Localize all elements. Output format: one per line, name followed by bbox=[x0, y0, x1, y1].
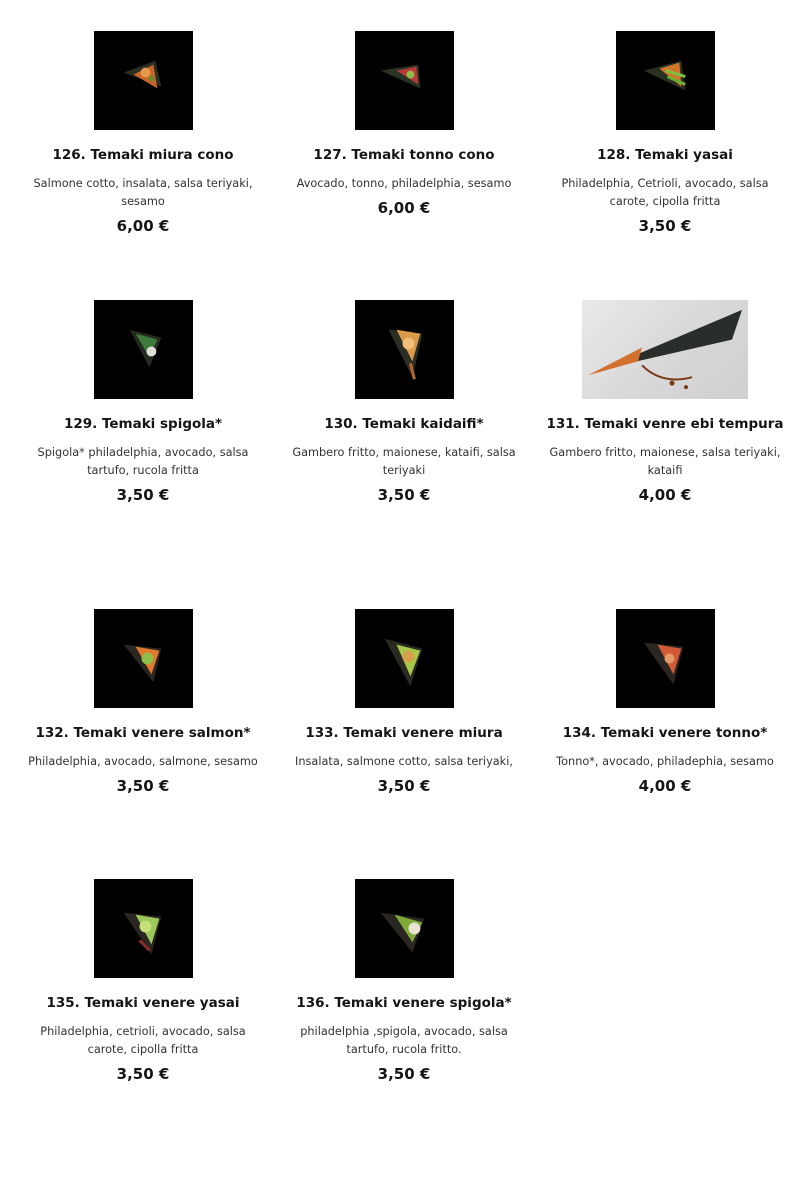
temaki-venere-salmon-photo[interactable] bbox=[94, 609, 193, 708]
item-title[interactable]: 130. Temaki kaidaifi* bbox=[324, 416, 484, 432]
item-title[interactable]: 128. Temaki yasai bbox=[597, 147, 733, 163]
item-description: Philadelphia, avocado, salmone, sesamo bbox=[28, 755, 258, 768]
item-title[interactable]: 135. Temaki venere yasai bbox=[46, 995, 240, 1011]
menu-item-130 bbox=[273, 300, 535, 504]
menu-item-132 bbox=[12, 609, 274, 795]
temaki-kataifi-photo[interactable] bbox=[355, 300, 454, 399]
item-price: 3,50 € bbox=[116, 486, 170, 504]
item-price: 4,00 € bbox=[638, 486, 692, 504]
item-price: 6,00 € bbox=[116, 217, 170, 235]
temaki-venere-yasai-photo[interactable] bbox=[94, 879, 193, 978]
menu-item-135 bbox=[12, 879, 274, 1083]
item-price: 3,50 € bbox=[116, 1065, 170, 1083]
item-title[interactable]: 136. Temaki venere spigola* bbox=[296, 995, 512, 1011]
menu-item-127 bbox=[273, 31, 535, 217]
item-description: Gambero fritto, maionese, kataifi, salsa teriyaki bbox=[292, 446, 516, 477]
item-title[interactable]: 127. Temaki tonno cono bbox=[313, 147, 495, 163]
temaki-salmon-cooked-photo[interactable] bbox=[94, 31, 193, 130]
item-title[interactable]: 126. Temaki miura cono bbox=[52, 147, 234, 163]
item-description: Philadelphia, Cetrioli, avocado, salsa carote, cipolla fritta bbox=[561, 177, 769, 208]
item-title[interactable]: 134. Temaki venere tonno* bbox=[562, 725, 768, 741]
temaki-vegetable-photo[interactable] bbox=[616, 31, 715, 130]
item-price: 6,00 € bbox=[377, 199, 431, 217]
menu-item-134 bbox=[534, 609, 796, 795]
item-description: Gambero fritto, maionese, salsa teriyaki, kataifi bbox=[549, 446, 781, 477]
menu-item-131 bbox=[534, 300, 796, 504]
temaki-ebi-tempura-photo[interactable] bbox=[582, 300, 748, 399]
menu-item-128 bbox=[534, 31, 796, 235]
item-price: 3,50 € bbox=[638, 217, 692, 235]
item-price: 3,50 € bbox=[377, 777, 431, 795]
item-description: Philadelphia, cetrioli, avocado, salsa carote, cipolla fritta bbox=[40, 1025, 246, 1056]
menu-item-136 bbox=[273, 879, 535, 1083]
item-title[interactable]: 129. Temaki spigola* bbox=[63, 416, 223, 432]
item-description: Avocado, tonno, philadelphia, sesamo bbox=[296, 177, 512, 190]
item-price: 3,50 € bbox=[377, 1065, 431, 1083]
item-description: Salmone cotto, insalata, salsa teriyaki, sesamo bbox=[33, 177, 253, 208]
item-title[interactable]: 132. Temaki venere salmon* bbox=[35, 725, 251, 741]
temaki-seabass-photo[interactable] bbox=[94, 300, 193, 399]
item-description: Insalata, salmone cotto, salsa teriyaki, bbox=[295, 755, 513, 768]
item-description: Tonno*, avocado, philadephia, sesamo bbox=[556, 755, 774, 768]
item-description: Spigola* philadelphia, avocado, salsa tartufo, rucola fritta bbox=[37, 446, 249, 477]
temaki-tuna-photo[interactable] bbox=[355, 31, 454, 130]
item-title[interactable]: 133. Temaki venere miura bbox=[305, 725, 503, 741]
item-price: 3,50 € bbox=[116, 777, 170, 795]
menu-item-133 bbox=[273, 609, 535, 795]
item-title[interactable]: 131. Temaki venre ebi tempura bbox=[546, 416, 784, 432]
temaki-venere-tonno-photo[interactable] bbox=[616, 609, 715, 708]
temaki-venere-spigola-photo[interactable] bbox=[355, 879, 454, 978]
menu-item-129 bbox=[12, 300, 274, 504]
item-description: philadelphia ,spigola, avocado, salsa tartufo, rucola fritto. bbox=[300, 1025, 508, 1056]
menu-item-126 bbox=[12, 31, 274, 235]
item-price: 3,50 € bbox=[377, 486, 431, 504]
item-price: 4,00 € bbox=[638, 777, 692, 795]
temaki-venere-miura-photo[interactable] bbox=[355, 609, 454, 708]
